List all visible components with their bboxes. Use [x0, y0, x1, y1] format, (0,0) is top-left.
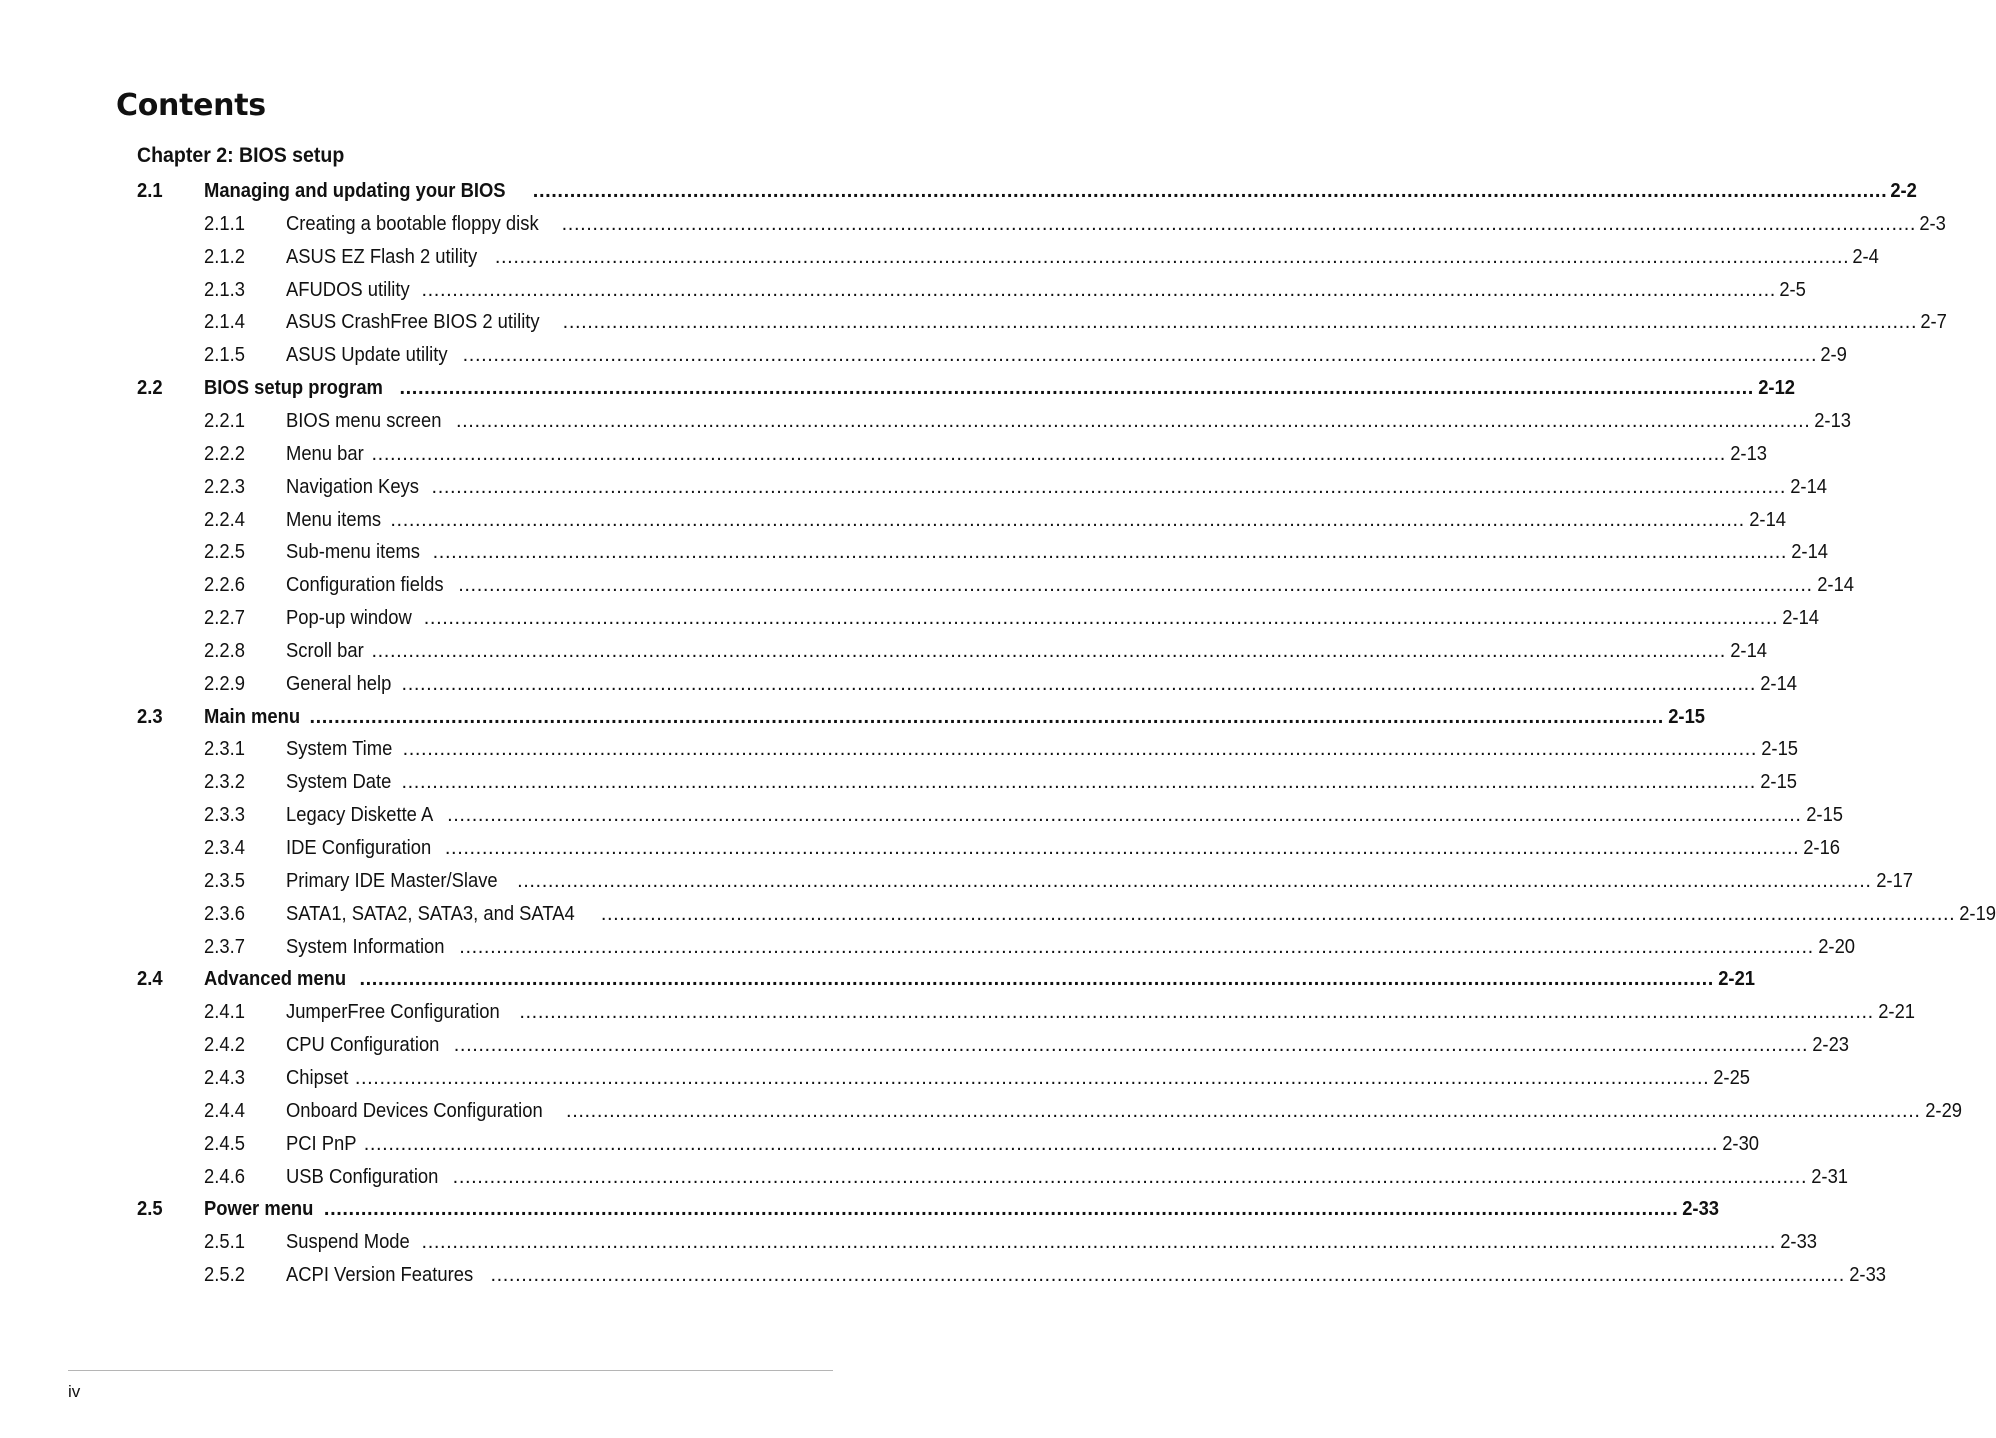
toc-entry-page: 2-13 [1730, 442, 1767, 465]
dot-leader: ............................................................................................................................................................................................................................ [401, 771, 1756, 794]
dot-leader: ............................................................................................................................................................................................................................ [447, 804, 1802, 827]
toc-entry-title: General help [286, 672, 392, 695]
toc-entry-title: USB Configuration [286, 1165, 439, 1188]
toc-entry-title: Menu bar [286, 442, 364, 465]
toc-entry-page: 2-3 [1919, 212, 1946, 235]
toc-entry-page: 2-13 [1814, 409, 1852, 432]
toc-entry-line [286, 668, 1798, 701]
toc-entry-page: 2-14 [1749, 508, 1786, 531]
toc-entry[interactable] [0, 504, 1786, 537]
page-title: Contents [116, 88, 266, 123]
toc-entry-title: Onboard Devices Configuration [286, 1099, 543, 1122]
dot-leader: ............................................................................................................................................................................................................................ [401, 672, 1756, 695]
dot-leader: ............................................................................................................................................................................................................................ [494, 245, 1850, 268]
toc-entry-page: 2-12 [1758, 377, 1795, 400]
toc-entry-line [204, 701, 1705, 734]
toc-entry-title: Advanced menu [204, 968, 347, 991]
dot-leader: ............................................................................................................................................................................................................................ [490, 1264, 1845, 1287]
dot-leader: ............................................................................................................................................................................................................................ [517, 869, 1872, 892]
toc-entry-line [286, 766, 1797, 799]
toc-entry-number: 2.3.5 [204, 869, 245, 892]
toc-entry-line [286, 241, 1880, 274]
dot-leader: ............................................................................................................................................................................................................................ [600, 902, 1956, 925]
toc-entry-line [286, 1029, 1850, 1062]
toc-entry[interactable] [0, 701, 1705, 734]
dot-leader: ............................................................................................................................................................................................................................ [371, 442, 1726, 465]
toc-entry-title: Pop-up window [286, 607, 412, 630]
toc-entry-page: 2-21 [1718, 968, 1755, 991]
toc-entry[interactable] [0, 208, 1946, 241]
toc-entry[interactable] [0, 996, 1915, 1029]
dot-leader: ............................................................................................................................................................................................................................ [431, 475, 1786, 498]
toc-entry[interactable] [0, 536, 1829, 569]
toc-entry-page: 2-14 [1791, 541, 1829, 564]
dot-leader: ............................................................................................................................................................................................................................ [371, 639, 1726, 662]
toc-entry-title: Sub-menu items [286, 541, 420, 564]
toc-entry-page: 2-17 [1875, 869, 1913, 892]
toc-entry[interactable] [0, 372, 1795, 405]
toc-entry[interactable] [0, 898, 1996, 931]
toc-entry[interactable] [0, 766, 1797, 799]
toc-entry-page: 2-15 [1761, 738, 1799, 761]
toc-entry-number: 2.1.3 [204, 278, 245, 301]
toc-entry-page: 2-19 [1959, 902, 1996, 925]
toc-entry[interactable] [0, 865, 1913, 898]
toc-entry-number: 2.2.6 [204, 574, 245, 597]
toc-entry-page: 2-4 [1852, 245, 1880, 268]
toc-entry[interactable] [0, 1095, 1962, 1128]
toc-entry-line [286, 1226, 1818, 1259]
toc-entry-title: ASUS EZ Flash 2 utility [286, 245, 478, 268]
toc-entry-title: Chipset [286, 1066, 349, 1089]
toc-entry-line [286, 208, 1946, 241]
dot-leader: ............................................................................................................................................................................................................................ [359, 968, 1714, 991]
toc-entry-number: 2.2.1 [204, 409, 245, 432]
toc-entry[interactable] [0, 1128, 1760, 1161]
toc-entry-line [286, 799, 1843, 832]
toc-entry-title: System Information [286, 935, 445, 958]
toc-entry-line [286, 1062, 1751, 1095]
dot-leader: ............................................................................................................................................................................................................................ [354, 1066, 1710, 1089]
toc-entry-title: BIOS setup program [204, 377, 383, 400]
toc-entry[interactable] [0, 1062, 1751, 1095]
toc-entry-line [286, 1128, 1760, 1161]
dot-leader: ............................................................................................................................................................................................................................ [561, 212, 1917, 235]
dot-leader: ............................................................................................................................................................................................................................ [323, 1198, 1679, 1221]
toc-entry-line [286, 274, 1806, 307]
dot-leader: ............................................................................................................................................................................................................................ [455, 409, 1811, 432]
toc-entry-page: 2-7 [1920, 311, 1948, 334]
toc-entry-number: 2.3.6 [204, 902, 245, 925]
dot-leader: ............................................................................................................................................................................................................................ [432, 541, 1788, 564]
toc-entry-title: Power menu [204, 1198, 314, 1221]
toc-entry-page: 2-14 [1782, 607, 1820, 630]
toc-entry-line [286, 602, 1820, 635]
toc-entry-line [286, 1259, 1886, 1292]
toc-entry-title: PCI PnP [286, 1132, 357, 1155]
toc-entry[interactable] [0, 1259, 1886, 1292]
toc-entry-title: BIOS menu screen [286, 409, 442, 432]
toc-entry[interactable] [0, 471, 1828, 504]
toc-entry-line [286, 1095, 1962, 1128]
toc-entry[interactable] [0, 602, 1820, 635]
toc-entry-title: SATA1, SATA2, SATA3, and SATA4 [286, 902, 575, 925]
toc-entry-number: 2.5 [137, 1198, 163, 1221]
toc-entry[interactable] [0, 1193, 1720, 1226]
toc-entry-number: 2.2.5 [204, 541, 245, 564]
toc-entry-number: 2.4 [137, 968, 163, 991]
toc-entry-number: 2.3.2 [204, 771, 245, 794]
toc-entry-title: Main menu [204, 705, 301, 728]
toc-entry-number: 2.2 [137, 377, 163, 400]
toc-entry-line [286, 306, 1948, 339]
chapter-heading: Chapter 2: BIOS setup [137, 144, 345, 167]
toc-entry-title: Primary IDE Master/Slave [286, 869, 498, 892]
toc-entry-title: Configuration fields [286, 574, 444, 597]
toc-entry[interactable] [0, 635, 1767, 668]
toc-entry[interactable] [0, 274, 1806, 307]
toc-entry-title: ACPI Version Features [286, 1264, 474, 1287]
dot-leader: ............................................................................................................................................................................................................................ [453, 1034, 1809, 1057]
toc-entry[interactable] [0, 1029, 1850, 1062]
dot-leader: ............................................................................................................................................................................................................................ [399, 377, 1754, 400]
toc-entry-number: 2.3.1 [204, 738, 245, 761]
toc-entry-title: System Time [286, 738, 393, 761]
toc-entry-number: 2.1.5 [204, 344, 245, 367]
toc-entry-number: 2.3 [137, 705, 163, 728]
toc-entry-page: 2-33 [1780, 1231, 1818, 1254]
toc-entry-title: CPU Configuration [286, 1034, 440, 1057]
dot-leader: ............................................................................................................................................................................................................................ [421, 1231, 1777, 1254]
toc-entry-line [286, 339, 1848, 372]
toc-entry-number: 2.2.2 [204, 442, 245, 465]
dot-leader: ............................................................................................................................................................................................................................ [402, 738, 1758, 761]
toc-entry[interactable] [0, 569, 1854, 602]
dot-leader: ............................................................................................................................................................................................................................ [532, 180, 1888, 202]
toc-entry-line [286, 931, 1855, 964]
toc-entry-page: 2-14 [1790, 475, 1828, 498]
toc-entry-line [286, 898, 1996, 931]
toc-entry-title: Scroll bar [286, 639, 364, 662]
toc-entry-line [286, 1161, 1849, 1194]
toc-entry[interactable] [0, 799, 1843, 832]
toc-entry-page: 2-5 [1779, 278, 1806, 301]
toc-entry-page: 2-9 [1820, 344, 1848, 367]
dot-leader: ............................................................................................................................................................................................................................ [452, 1165, 1808, 1188]
toc-entry-line [286, 832, 1841, 865]
toc-entry-page: 2-25 [1713, 1066, 1751, 1089]
toc-entry-line [204, 175, 1918, 208]
toc-entry-line [286, 635, 1767, 668]
toc-entry[interactable] [0, 931, 1855, 964]
toc-entry-number: 2.1.2 [204, 245, 245, 268]
toc-entry-line [286, 569, 1854, 602]
toc-entry-number: 2.4.3 [204, 1066, 245, 1089]
toc-entry-number: 2.2.4 [204, 508, 245, 531]
toc-entry[interactable] [0, 668, 1798, 701]
toc-entry-page: 2-15 [1668, 705, 1705, 728]
toc-entry-title: Suspend Mode [286, 1231, 410, 1254]
toc-entry-title: System Date [286, 771, 392, 794]
toc-entry-page: 2-33 [1849, 1264, 1886, 1287]
toc-entry-number: 2.3.7 [204, 935, 245, 958]
toc-entry-line [286, 865, 1913, 898]
toc-entry-title: IDE Configuration [286, 837, 432, 859]
toc-entry-number: 2.2.9 [204, 672, 245, 695]
dot-leader: ............................................................................................................................................................................................................................ [462, 344, 1818, 367]
toc-entry-page: 2-30 [1722, 1132, 1760, 1155]
toc-entry-page: 2-21 [1878, 1001, 1915, 1024]
toc-entry-page: 2-14 [1760, 672, 1798, 695]
toc-entry-title: AFUDOS utility [286, 278, 410, 301]
toc-entry-page: 2-33 [1682, 1198, 1720, 1221]
toc-entry-line [286, 438, 1767, 471]
toc-entry-number: 2.4.2 [204, 1034, 245, 1057]
toc-entry[interactable] [0, 1226, 1818, 1259]
toc-entry[interactable] [0, 306, 1948, 339]
toc-entry-number: 2.3.4 [204, 837, 245, 859]
toc-entry-title: ASUS Update utility [286, 344, 448, 367]
toc-entry[interactable] [0, 832, 1841, 865]
toc-entry[interactable] [0, 339, 1848, 372]
toc-entry-number: 2.1 [137, 180, 163, 202]
toc-entry-line [204, 1193, 1720, 1226]
toc-entry-page: 2-15 [1760, 771, 1797, 794]
dot-leader: ............................................................................................................................................................................................................................ [421, 278, 1776, 301]
toc-entry-title: Menu items [286, 508, 382, 531]
footer-page-number: iv [68, 1382, 81, 1401]
toc-entry-number: 2.5.1 [204, 1231, 245, 1254]
toc-entry-title: Navigation Keys [286, 475, 419, 498]
toc-entry-page: 2-23 [1812, 1034, 1850, 1057]
toc-entry-number: 2.1.1 [204, 212, 245, 235]
toc-entry-line [204, 963, 1755, 996]
toc-entry-line [286, 471, 1828, 504]
dot-leader: ............................................................................................................................................................................................................................ [390, 508, 1745, 531]
toc-entry-title: Legacy Diskette A [286, 804, 434, 827]
dot-leader: ............................................................................................................................................................................................................................ [519, 1001, 1874, 1024]
dot-leader: ............................................................................................................................................................................................................................ [458, 574, 1813, 597]
toc-entry-number: 2.2.3 [204, 475, 245, 498]
toc-entry-page: 2-2 [1890, 180, 1918, 202]
footer-divider [68, 1370, 833, 1371]
toc-entry-line [204, 372, 1795, 405]
toc-entry-number: 2.2.7 [204, 607, 245, 630]
toc-entry-line [286, 405, 1852, 438]
dot-leader: ............................................................................................................................................................................................................................ [423, 607, 1779, 630]
toc-entry-number: 2.5.2 [204, 1264, 245, 1287]
toc-entry-number: 2.4.4 [204, 1099, 245, 1122]
toc-entry-page: 2-14 [1730, 639, 1767, 662]
toc-entry[interactable] [0, 438, 1767, 471]
toc-entry-line [286, 536, 1829, 569]
toc-entry-title: Managing and updating your BIOS [204, 180, 506, 202]
dot-leader: ............................................................................................................................................................................................................................ [459, 935, 1814, 958]
toc-entry-page: 2-20 [1817, 935, 1855, 958]
toc-entry-number: 2.4.1 [204, 1001, 245, 1024]
toc-entry-page: 2-16 [1803, 837, 1841, 859]
toc-entry-number: 2.4.6 [204, 1165, 245, 1188]
toc-entry-page: 2-31 [1811, 1165, 1849, 1188]
toc-entry-page: 2-14 [1816, 574, 1854, 597]
toc-entry-line [286, 996, 1915, 1029]
toc-entry-number: 2.3.3 [204, 804, 245, 827]
toc-entry[interactable] [0, 1161, 1849, 1194]
toc-entry[interactable] [0, 175, 1918, 208]
toc-entry-page: 2-29 [1924, 1099, 1962, 1122]
toc-entry-title: ASUS CrashFree BIOS 2 utility [286, 311, 540, 334]
toc-entry[interactable] [0, 241, 1880, 274]
toc-entry[interactable] [0, 405, 1852, 438]
toc-entry[interactable] [0, 733, 1799, 766]
toc-entry[interactable] [0, 963, 1755, 996]
dot-leader: ............................................................................................................................................................................................................................ [562, 311, 1918, 334]
dot-leader: ............................................................................................................................................................................................................................ [444, 837, 1800, 859]
dot-leader: ............................................................................................................................................................................................................................ [309, 705, 1664, 728]
toc-entry-title: Creating a bootable floppy disk [286, 212, 539, 235]
toc-entry-line [286, 733, 1799, 766]
toc-entry-number: 2.2.8 [204, 639, 245, 662]
toc-entry-number: 2.4.5 [204, 1132, 245, 1155]
toc-entry-line [286, 504, 1786, 537]
toc-entry-number: 2.1.4 [204, 311, 245, 334]
toc-entry-page: 2-15 [1805, 804, 1843, 827]
dot-leader: ............................................................................................................................................................................................................................ [566, 1099, 1921, 1122]
dot-leader: ............................................................................................................................................................................................................................ [363, 1132, 1719, 1155]
toc-entry-title: JumperFree Configuration [286, 1001, 500, 1024]
